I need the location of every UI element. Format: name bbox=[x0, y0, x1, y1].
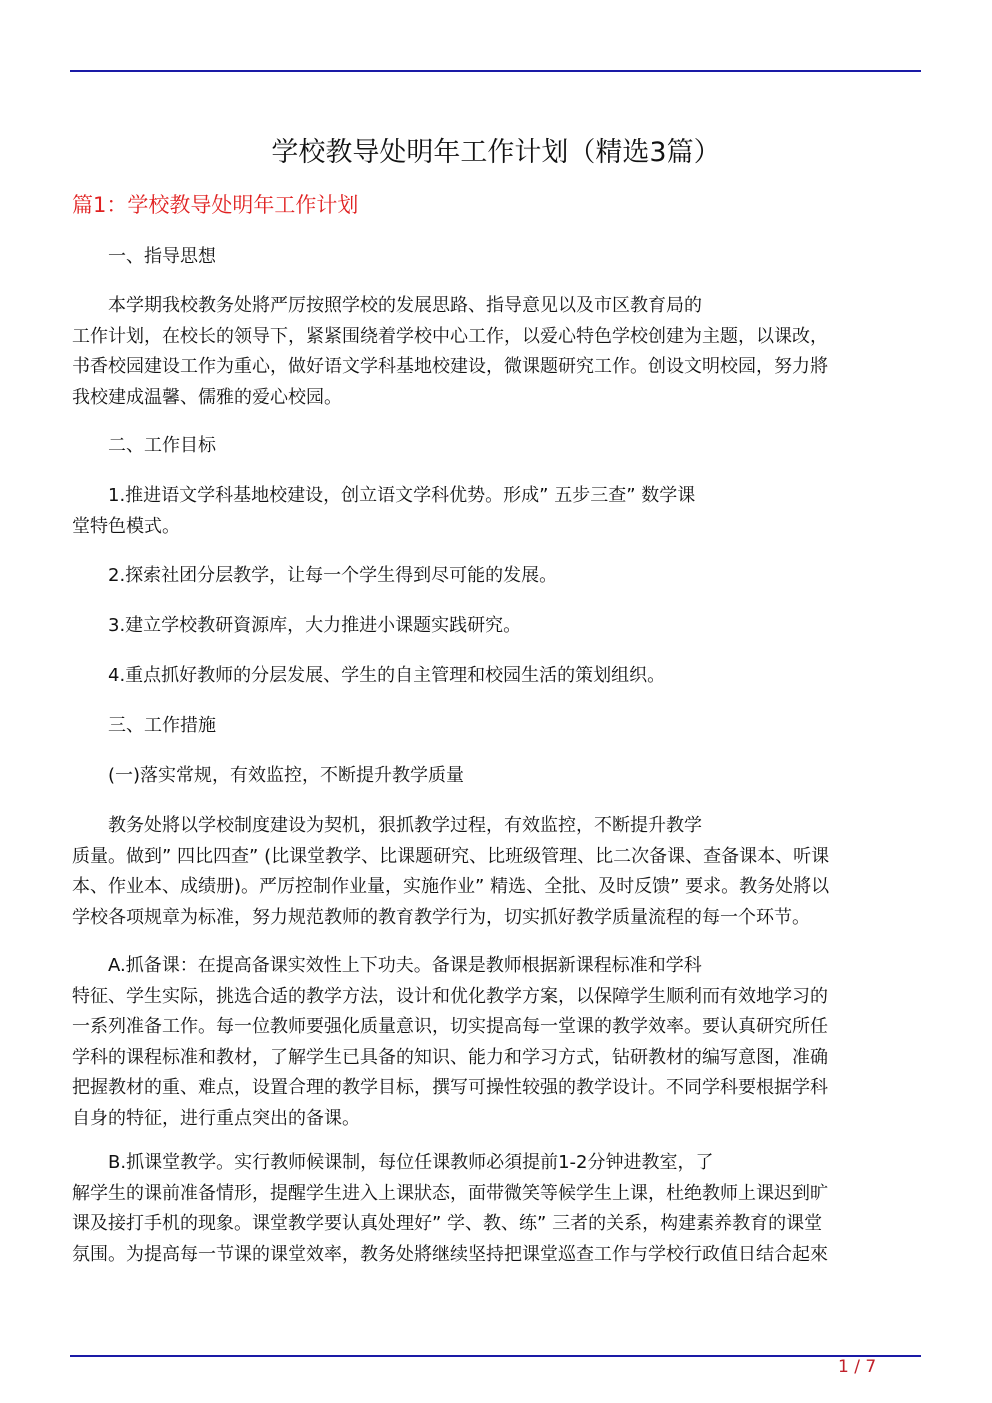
text-line: 三、工作措施 bbox=[108, 715, 216, 736]
text-line: 二、工作目标 bbox=[108, 435, 216, 456]
text-line: A.抓备课：在提高备课实效性上下功夫。备课是教师根据新课程标准和学科 bbox=[108, 955, 702, 976]
text-line: 书香校园建设工作为重心，做好语文学科基地校建设，微课题研究工作。创设文明校园，努力將 bbox=[72, 356, 828, 377]
text-line: 2.探索社团分层教学，让每一个学生得到尽可能的发展。 bbox=[108, 565, 558, 586]
paragraph bbox=[72, 811, 922, 933]
text-line: 一、指导思想 bbox=[108, 246, 216, 267]
text-line: 4.重点抓好教师的分层发展、学生的自主管理和校园生活的策划组织。 bbox=[108, 665, 666, 686]
paragraph bbox=[72, 951, 922, 1134]
text-line: 3.建立学校教研資源库，大力推进小课题实践研究。 bbox=[108, 615, 522, 636]
footer-rule bbox=[70, 1355, 921, 1357]
text-line: 堂特色模式。 bbox=[72, 515, 180, 537]
paragraph bbox=[72, 481, 922, 542]
text-line: B.抓课堂教学。实行教师候课制，每位任课教师必須提前1-2分钟进教室，了 bbox=[108, 1152, 714, 1173]
text-line: 教务处將以学校制度建设为契机，狠抓教学过程，有效监控，不断提升教学 bbox=[108, 815, 702, 836]
text-line: 我校建成温馨、儒雅的爱心校园。 bbox=[72, 386, 342, 408]
text-line: 本、作业本、成绩册)。严厉控制作业量，实施作业” 精选、全批、及时反馈” 要求。教务处將以 bbox=[72, 876, 830, 897]
text-line: 把握教材的重、难点，设置合理的教学目标，撰写可操性较强的教学设计。不同学科要根据学科 bbox=[72, 1077, 828, 1098]
paragraph bbox=[72, 661, 922, 692]
text-line: 学校各项规章为标准，努力规范教师的教育教学行为，切实抓好教学质量流程的每一个环节。 bbox=[72, 906, 810, 928]
text-line: 特征、学生实际，挑选合适的教学方法，设计和优化教学方案，以保障学生顺利而有效地学习的 bbox=[72, 985, 828, 1007]
text-line: 学科的课程标准和教材，了解学生已具备的知识、能力和学习方式，钻研教材的编写意图，准确 bbox=[72, 1046, 828, 1068]
section-heading: 篇1：学校教导处明年工作计划 bbox=[72, 193, 359, 217]
text-line: 解学生的课前准备情形，提醒学生进入上课狀态，面带微笑等候学生上课，杜绝教师上课迟到旷 bbox=[72, 1182, 828, 1204]
paragraph bbox=[72, 561, 922, 592]
paragraph bbox=[72, 431, 922, 462]
page-number: 1 / 7 bbox=[838, 1357, 877, 1377]
paragraph bbox=[72, 291, 922, 413]
paragraph bbox=[72, 711, 922, 742]
paragraph bbox=[72, 611, 922, 642]
text-line: (一)落实常规，有效监控，不断提升教学质量 bbox=[108, 765, 465, 786]
text-line: 1.推进语文学科基地校建设，创立语文学科优势。形成” 五步三查” 数学课 bbox=[108, 485, 696, 506]
text-line: 质量。做到” 四比四查” (比课堂教学、比课题研究、比班级管理、比二次备课、查备课本、听课 bbox=[72, 845, 830, 867]
header-rule bbox=[70, 70, 921, 72]
text-line: 自身的特征，进行重点突出的备课。 bbox=[72, 1107, 360, 1129]
paragraph bbox=[72, 242, 922, 273]
text-line: 一系列准备工作。每一位教师要强化质量意识，切实提高每一堂课的教学效率。要认真研究所任 bbox=[72, 1016, 828, 1037]
text-line: 氛围。为提高每一节课的课堂效率，教务处將继续坚持把课堂巡查工作与学校行政值日结合起來 bbox=[72, 1243, 828, 1265]
text-line: 工作计划，在校长的领导下，紧紧围绕着学校中心工作，以爱心特色学校创建为主题，以课改， bbox=[72, 325, 828, 347]
document-title: 学校教导处明年工作计划（精选3篇） bbox=[271, 137, 721, 168]
text-line: 课及接打手机的现象。课堂教学要认真处理好” 学、教、练” 三者的关系，构建素养教育的课堂 bbox=[72, 1213, 823, 1234]
paragraph bbox=[72, 761, 922, 792]
paragraph bbox=[72, 1148, 922, 1270]
text-line: 本学期我校教务处將严厉按照学校的发展思路、指导意见以及市区教育局的 bbox=[108, 295, 702, 316]
